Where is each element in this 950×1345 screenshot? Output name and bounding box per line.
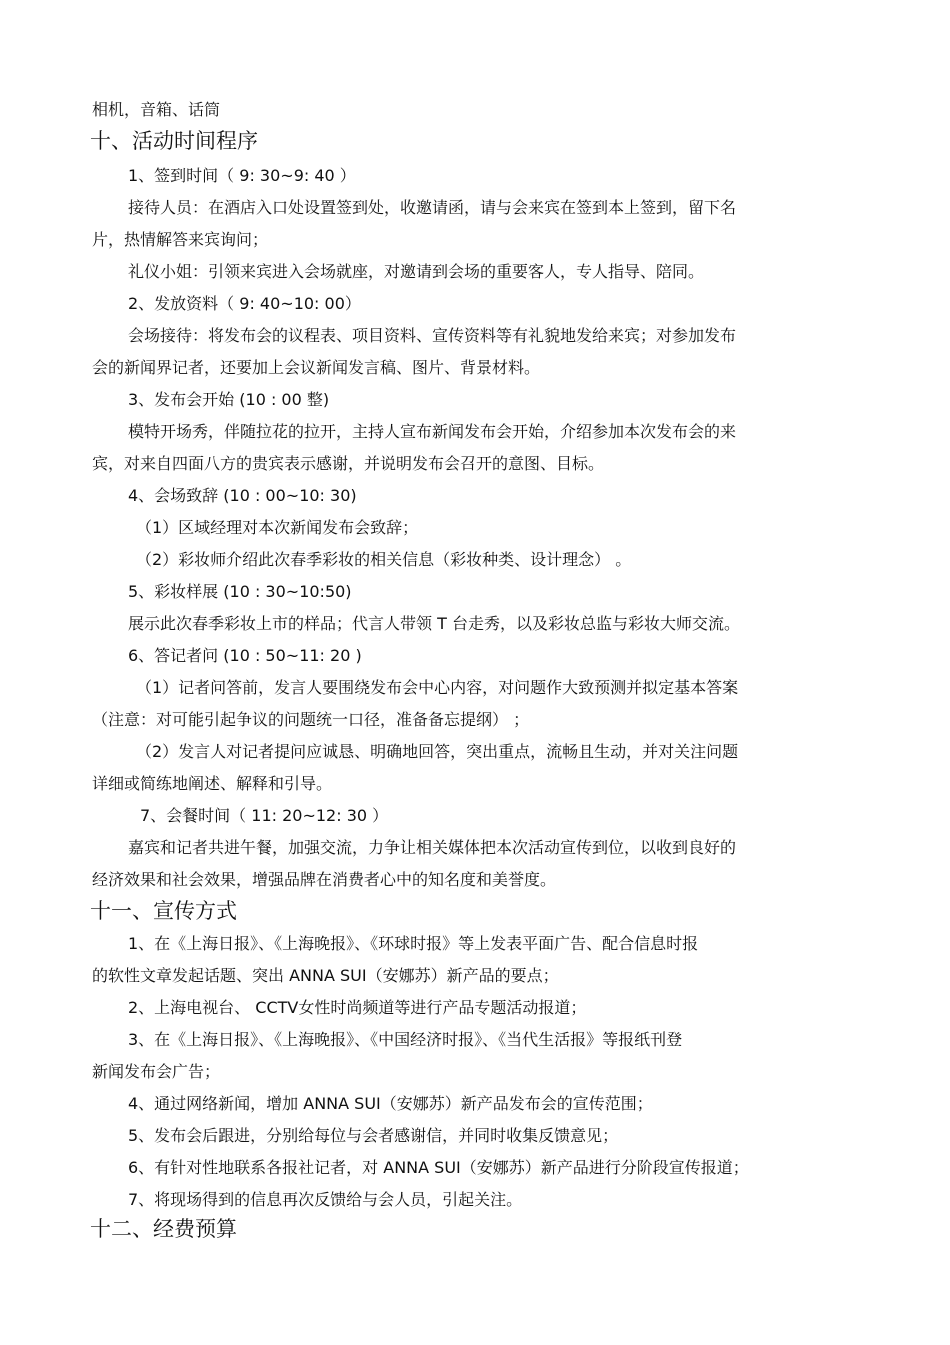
text-line: 的软性文章发起话题、突出 ANNA SUI（安娜苏）新产品的要点；	[92, 966, 559, 985]
text-line: 会场接待：将发布会的议程表、项目资料、宣传资料等有礼貌地发给来宾；对参加发布	[128, 326, 737, 345]
text-line: 5、发布会后跟进，分别给每位与会者感谢信，并同时收集反馈意见；	[128, 1126, 619, 1145]
section-heading: 十、活动时间程序	[90, 129, 258, 153]
text-line: 2、发放资料（ 9: 40~10: 00）	[128, 294, 361, 313]
text-line: 7、将现场得到的信息再次反馈给与会人员，引起关注。	[128, 1190, 523, 1209]
text-line: 6、答记者问 (10 : 50~11: 20 )	[128, 646, 362, 665]
text-line: 1、在《上海日报》、《上海晚报》、《环球时报》等上发表平面广告、配合信息时报	[128, 934, 699, 953]
text-line: 片，热情解答来宾询问；	[92, 230, 269, 249]
text-line: 6、有针对性地联系各报社记者，对 ANNA SUI（安娜苏）新产品进行分阶段宣传报道；	[128, 1158, 749, 1177]
text-line: 3、在《上海日报》、《上海晚报》、《中国经济时报》、《当代生活报》等报纸刊登	[128, 1030, 683, 1049]
text-line: 相机，音箱、话筒	[92, 100, 221, 119]
section-heading: 十二、经费预算	[90, 1217, 237, 1241]
section-heading: 十一、宣传方式	[90, 899, 237, 923]
text-line: 7、会餐时间（ 11: 20~12: 30 ）	[140, 806, 389, 825]
text-line: 接待人员：在酒店入口处设置签到处，收邀请函，请与会来宾在签到本上签到，留下名	[128, 198, 737, 217]
text-line: 经济效果和社会效果，增强品牌在消费者心中的知名度和美誉度。	[92, 870, 557, 889]
text-line: 3、发布会开始 (10 : 00 整)	[128, 390, 330, 409]
text-line: （1）记者问答前，发言人要围绕发布会中心内容，对问题作大致预测并拟定基本答案	[136, 678, 739, 697]
text-line: （注意：对可能引起争议的问题统一口径，准备备忘提纲） ；	[92, 710, 530, 729]
text-line: 会的新闻界记者，还要加上会议新闻发言稿、图片、背景材料。	[92, 358, 541, 377]
text-line: （2）发言人对记者提问应诚恳、明确地回答，突出重点，流畅且生动，并对关注问题	[136, 742, 739, 761]
text-line: 宾，对来自四面八方的贵宾表示感谢，并说明发布会召开的意图、目标。	[92, 454, 605, 473]
text-line: 1、签到时间（ 9: 30~9: 40 ）	[128, 166, 356, 185]
text-line: 4、会场致辞 (10 : 00~10: 30)	[128, 486, 357, 505]
text-line: （1）区域经理对本次新闻发布会致辞；	[136, 518, 419, 537]
text-line: 5、彩妆样展 (10 : 30~10:50)	[128, 582, 352, 601]
text-line: 展示此次春季彩妆上市的样品；代言人带领 T 台走秀，以及彩妆总监与彩妆大师交流。	[128, 614, 740, 633]
text-line: 4、通过网络新闻，增加 ANNA SUI（安娜苏）新产品发布会的宣传范围；	[128, 1094, 653, 1113]
text-line: 嘉宾和记者共进午餐，加强交流，力争让相关媒体把本次活动宣传到位，以收到良好的	[128, 838, 737, 857]
text-line: 详细或简练地阐述、解释和引导。	[92, 774, 333, 793]
text-line: 模特开场秀，伴随拉花的拉开，主持人宣布新闻发布会开始，介绍参加本次发布会的来	[128, 422, 737, 441]
text-line: 新闻发布会广告；	[92, 1062, 221, 1081]
text-line: 2、上海电视台、 CCTV女性时尚频道等进行产品专题活动报道；	[128, 998, 587, 1017]
text-line: 礼仪小姐：引领来宾进入会场就座，对邀请到会场的重要客人，专人指导、陪同。	[128, 262, 705, 281]
text-line: （2）彩妆师介绍此次春季彩妆的相关信息（彩妆种类、设计理念） 。	[136, 550, 632, 569]
